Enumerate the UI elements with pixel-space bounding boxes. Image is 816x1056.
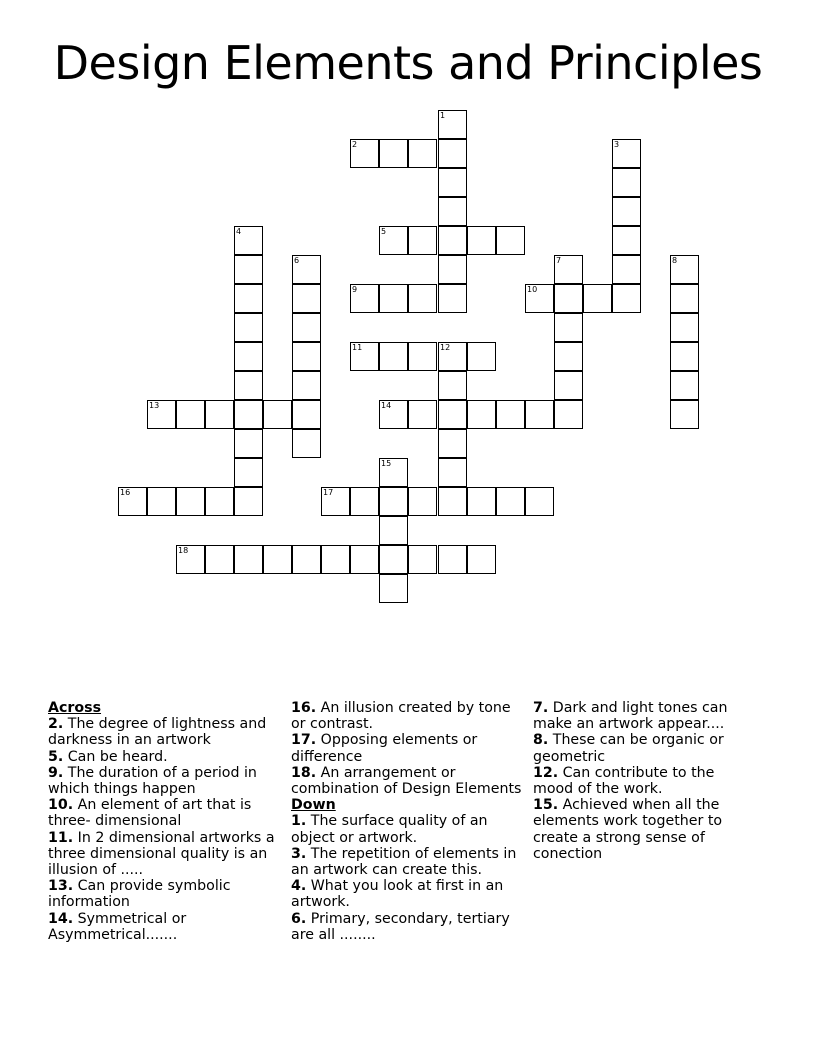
clue-down-7: 7. Dark and light tones can make an artwork appear....	[533, 700, 728, 733]
grid-cell[interactable]	[292, 284, 321, 313]
grid-cell[interactable]	[670, 313, 699, 342]
grid-cell[interactable]	[525, 487, 554, 516]
grid-cell[interactable]	[525, 400, 554, 429]
clue-number: 16	[120, 488, 131, 497]
grid-cell[interactable]	[525, 284, 554, 313]
grid-cell[interactable]	[438, 168, 467, 197]
clue-number: 7	[556, 256, 562, 265]
grid-cell[interactable]	[438, 110, 467, 139]
grid-cell[interactable]	[118, 487, 147, 516]
grid-cell[interactable]	[379, 545, 408, 574]
grid-cell[interactable]	[408, 487, 437, 516]
grid-cell[interactable]	[438, 458, 467, 487]
clue-number: 1	[440, 111, 446, 120]
grid-cell[interactable]	[234, 400, 263, 429]
grid-cell[interactable]	[612, 197, 641, 226]
grid-cell[interactable]	[234, 487, 263, 516]
grid-cell[interactable]	[554, 313, 583, 342]
grid-cell[interactable]	[438, 139, 467, 168]
puzzle-title: Design Elements and Principles	[53, 36, 763, 90]
clue-across-11: 11. In 2 dimensional artworks a three dimensional quality is an illusion of .....	[48, 829, 275, 879]
grid-cell[interactable]	[350, 342, 379, 371]
grid-cell[interactable]	[234, 458, 263, 487]
grid-cell[interactable]	[408, 139, 437, 168]
grid-cell[interactable]	[379, 400, 408, 429]
clue-down-8: 8. These can be organic or geometric	[533, 732, 724, 765]
clue-number: 13	[149, 401, 160, 410]
clue-number: 18	[178, 546, 189, 555]
grid-cell[interactable]	[554, 371, 583, 400]
clues-column-2	[291, 700, 527, 943]
grid-cell[interactable]	[263, 545, 292, 574]
clue-number: 9	[352, 285, 358, 294]
clues-column-1	[48, 700, 278, 943]
grid-cell[interactable]	[379, 516, 408, 545]
clue-number: 4	[236, 227, 242, 236]
clue-number: 3	[614, 140, 620, 149]
grid-cell[interactable]	[467, 226, 496, 255]
clue-across-9: 9. The duration of a period in which things happen	[48, 764, 257, 798]
grid-cell[interactable]	[438, 255, 467, 284]
grid-cell[interactable]	[438, 545, 467, 574]
grid-cell[interactable]	[292, 400, 321, 429]
grid-cell[interactable]	[379, 458, 408, 487]
grid-cell[interactable]	[234, 226, 263, 255]
clue-down-1: 1. The surface quality of an object or artwork.	[291, 813, 488, 846]
grid-cell[interactable]	[292, 429, 321, 458]
grid-cell[interactable]	[438, 371, 467, 400]
grid-cell[interactable]	[234, 545, 263, 574]
grid-cell[interactable]	[234, 371, 263, 400]
grid-cell[interactable]	[292, 371, 321, 400]
clue-down-4: 4. What you look at first in an artwork.	[291, 878, 504, 911]
grid-cell[interactable]	[234, 284, 263, 313]
grid-cell[interactable]	[612, 226, 641, 255]
grid-cell[interactable]	[408, 284, 437, 313]
grid-cell[interactable]	[554, 255, 583, 284]
grid-cell[interactable]	[438, 284, 467, 313]
grid-cell[interactable]	[554, 342, 583, 371]
grid-cell[interactable]	[612, 139, 641, 168]
grid-cell[interactable]	[467, 545, 496, 574]
grid-cell[interactable]	[467, 342, 496, 371]
grid-cell[interactable]	[234, 342, 263, 371]
grid-cell[interactable]	[379, 226, 408, 255]
grid-cell[interactable]	[438, 400, 467, 429]
grid-cell[interactable]	[263, 400, 292, 429]
grid-cell[interactable]	[408, 342, 437, 371]
clues-column-3	[533, 700, 743, 862]
clue-across-16: 16. An illusion created by tone or contrast.	[291, 700, 511, 733]
grid-cell[interactable]	[496, 487, 525, 516]
grid-cell[interactable]	[496, 226, 525, 255]
clue-number: 14	[381, 401, 392, 410]
grid-cell[interactable]	[467, 400, 496, 429]
grid-cell[interactable]	[438, 226, 467, 255]
grid-cell[interactable]	[176, 545, 205, 574]
clue-number: 15	[381, 459, 392, 468]
across-heading: Across	[48, 700, 102, 716]
clue-across-18: 18. An arrangement or combination of Design Elements	[291, 764, 522, 798]
grid-cell[interactable]	[408, 400, 437, 429]
grid-cell[interactable]	[176, 487, 205, 516]
clue-number: 11	[352, 343, 363, 352]
grid-cell[interactable]	[670, 284, 699, 313]
clue-across-10: 10. An element of art that is three- dimensional	[48, 797, 252, 830]
grid-cell[interactable]	[292, 255, 321, 284]
grid-cell[interactable]	[205, 400, 234, 429]
down-heading: Down	[291, 797, 336, 814]
grid-cell[interactable]	[408, 226, 437, 255]
grid-cell[interactable]	[438, 487, 467, 516]
grid-cell[interactable]	[612, 255, 641, 284]
grid-cell[interactable]	[496, 400, 525, 429]
grid-cell[interactable]	[670, 342, 699, 371]
grid-cell[interactable]	[438, 429, 467, 458]
clue-number: 2	[352, 140, 358, 149]
grid-cell[interactable]	[612, 284, 641, 313]
grid-cell[interactable]	[670, 255, 699, 284]
grid-cell[interactable]	[292, 342, 321, 371]
grid-cell[interactable]	[205, 487, 234, 516]
grid-cell[interactable]	[292, 545, 321, 574]
grid-cell[interactable]	[554, 284, 583, 313]
clue-down-3: 3. The repetition of elements in an artwork can create this.	[291, 845, 517, 879]
clue-number: 10	[527, 285, 538, 294]
grid-cell[interactable]	[350, 487, 379, 516]
grid-cell[interactable]	[379, 574, 408, 603]
clue-number: 12	[440, 343, 451, 352]
grid-cell[interactable]	[205, 545, 234, 574]
grid-cell[interactable]	[408, 545, 437, 574]
grid-cell[interactable]	[612, 168, 641, 197]
grid-cell[interactable]	[583, 284, 612, 313]
clue-across-2: 2. The degree of lightness and darkness in an artwork	[48, 716, 267, 749]
clue-number: 8	[672, 256, 678, 265]
clue-across-5: 5. Can be heard.	[48, 748, 168, 765]
grid-cell[interactable]	[379, 342, 408, 371]
grid-cell[interactable]	[350, 139, 379, 168]
grid-cell[interactable]	[350, 545, 379, 574]
grid-cell[interactable]	[176, 400, 205, 429]
grid-cell[interactable]	[438, 197, 467, 226]
grid-cell[interactable]	[321, 487, 350, 516]
grid-cell[interactable]	[292, 313, 321, 342]
clue-number: 5	[381, 227, 387, 236]
grid-cell[interactable]	[234, 255, 263, 284]
clue-number: 6	[294, 256, 300, 265]
clue-down-15: 15. Achieved when all the elements work together to create a strong sense of conection	[533, 797, 723, 862]
clue-down-12: 12. Can contribute to the mood of the work.	[533, 764, 715, 798]
grid-cell[interactable]	[467, 487, 496, 516]
grid-cell[interactable]	[379, 284, 408, 313]
grid-cell[interactable]	[234, 429, 263, 458]
grid-cell[interactable]	[234, 313, 263, 342]
clue-across-14: 14. Symmetrical or Asymmetrical.......	[48, 910, 187, 943]
grid-cell[interactable]	[379, 487, 408, 516]
clue-across-17: 17. Opposing elements or difference	[291, 732, 478, 765]
grid-cell[interactable]	[350, 284, 379, 313]
grid-cell[interactable]	[321, 545, 350, 574]
grid-cell[interactable]	[670, 400, 699, 429]
clue-number: 17	[323, 488, 334, 497]
grid-cell[interactable]	[438, 342, 467, 371]
clue-across-13: 13. Can provide symbolic information	[48, 878, 231, 911]
grid-cell[interactable]	[147, 487, 176, 516]
grid-cell[interactable]	[554, 400, 583, 429]
grid-cell[interactable]	[670, 371, 699, 400]
grid-cell[interactable]	[147, 400, 176, 429]
grid-cell[interactable]	[379, 139, 408, 168]
clue-down-6: 6. Primary, secondary, tertiary are all ........	[291, 910, 510, 943]
